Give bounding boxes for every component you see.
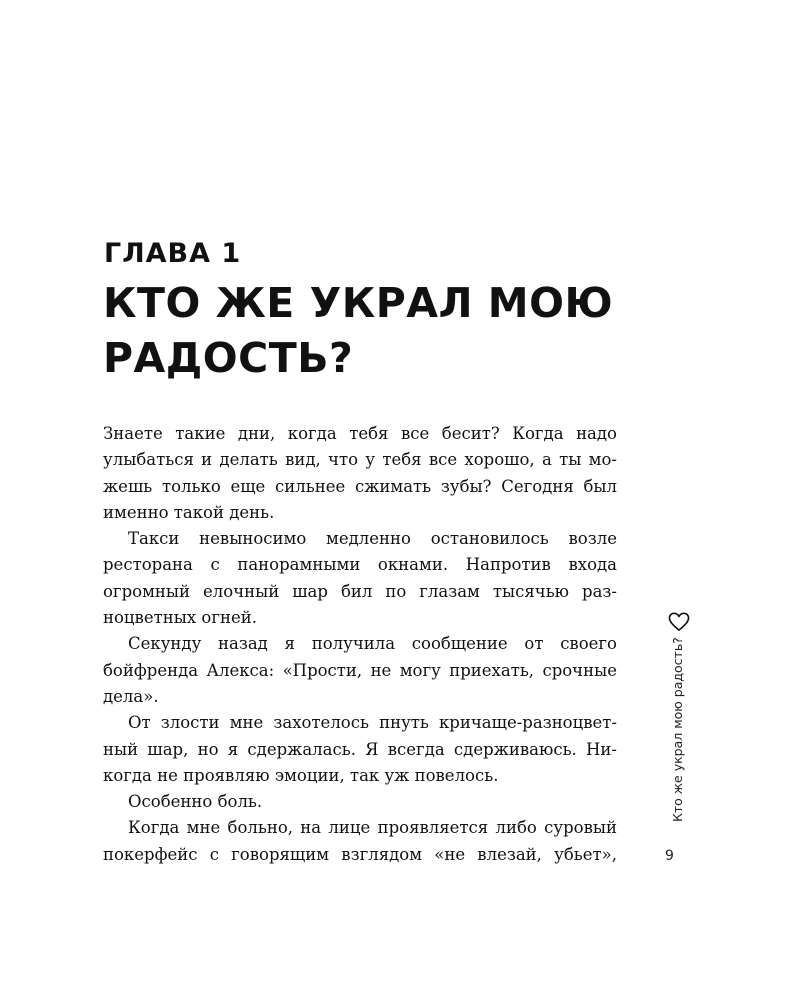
text-line: ресторана с панорамными окнами. Напротив входа xyxy=(103,555,617,575)
text-line: Особенно боль. xyxy=(128,792,263,812)
text-line: покерфейс с говорящим взглядом «не влезай, убьет», xyxy=(103,844,617,864)
text-line: От злости мне захотелось пнуть кричаще-разноцвет- xyxy=(128,713,617,733)
page-number: 9 xyxy=(665,848,674,864)
text-line: именно такой день. xyxy=(103,502,275,522)
text-line: Такси невыносимо медленно остановилось возле xyxy=(128,529,617,549)
text-line: дела». xyxy=(103,686,159,706)
side-column xyxy=(660,610,700,870)
chapter-title xyxy=(103,276,703,386)
text-line: жешь только еще сильнее сжимать зубы? Сегодня был xyxy=(103,476,617,496)
text-line: когда не проявляю эмоции, так уж повелось. xyxy=(103,765,499,785)
text-line: ный шар, но я сдержалась. Я всегда сдерживаюсь. Ни- xyxy=(103,739,617,759)
running-head: Кто же украл мою радость? xyxy=(670,637,685,822)
text-line: Секунду назад я получила сообщение от своего xyxy=(128,634,617,654)
body-text xyxy=(103,421,617,868)
paragraph xyxy=(103,789,617,815)
chapter-label: ГЛАВА 1 xyxy=(104,238,242,269)
paragraph xyxy=(103,815,617,868)
text-line: ноцветных огней. xyxy=(103,608,257,628)
heart-outline-icon xyxy=(668,612,690,632)
chapter-title-line: КТО ЖЕ УКРАЛ МОЮ xyxy=(103,279,614,327)
chapter-title-line: РАДОСТЬ? xyxy=(103,334,354,382)
text-line: Знаете такие дни, когда тебя все бесит? Когда надо xyxy=(103,424,617,443)
text-line: Когда мне больно, на лице проявляется либо суровый xyxy=(128,818,617,838)
text-line: бойфренда Алекса: «Прости, не могу приехать, срочные xyxy=(103,660,617,680)
text-line: улыбаться и делать вид, что у тебя все хорошо, а ты мо- xyxy=(103,450,617,470)
paragraph xyxy=(103,710,617,789)
paragraph xyxy=(103,421,617,526)
paragraph xyxy=(103,526,617,631)
text-line: огромный елочный шар бил по глазам тысячью раз- xyxy=(103,581,617,601)
paragraph xyxy=(103,631,617,710)
